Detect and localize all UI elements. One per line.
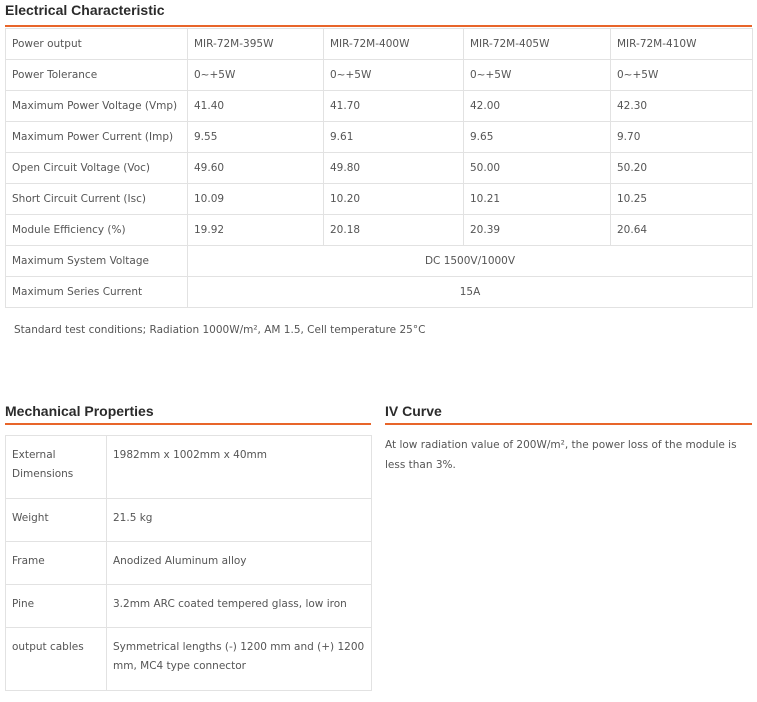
cell-value: 21.5 kg: [107, 499, 372, 542]
cell-value: MIR-72M-400W: [324, 29, 464, 60]
test-conditions-note: Standard test conditions; Radiation 1000W/m², AM 1.5, Cell temperature 25°C: [14, 324, 426, 336]
row-label: Module Efficiency (%): [6, 215, 188, 246]
table-row: [6, 436, 372, 499]
cell-value: 0~+5W: [464, 60, 611, 91]
row-label: Pine: [6, 585, 107, 628]
cell-value: 50.00: [464, 153, 611, 184]
electrical-heading: [5, 2, 752, 27]
table-row: [6, 60, 753, 91]
cell-value: 3.2mm ARC coated tempered glass, low iron: [107, 585, 372, 628]
iv-curve-title: IV Curve: [385, 403, 442, 419]
table-row: [6, 277, 753, 308]
table-row: [6, 585, 372, 628]
cell-value: 9.70: [611, 122, 753, 153]
cell-value: Anodized Aluminum alloy: [107, 542, 372, 585]
row-label: Open Circuit Voltage (Voc): [6, 153, 188, 184]
row-label: Maximum Power Current (Imp): [6, 122, 188, 153]
table-row: [6, 499, 372, 542]
iv-curve-text: At low radiation value of 200W/m², the power loss of the module is less than 3%.: [385, 439, 737, 471]
mechanical-heading: [5, 403, 371, 425]
cell-value: 10.21: [464, 184, 611, 215]
cell-value: Symmetrical lengths (-) 1200 mm and (+) 1200 mm, MC4 type connector: [107, 628, 372, 691]
cell-value: 42.30: [611, 91, 753, 122]
cell-value: 15A: [188, 277, 753, 308]
cell-value: MIR-72M-405W: [464, 29, 611, 60]
cell-value: 50.20: [611, 153, 753, 184]
cell-value: 41.70: [324, 91, 464, 122]
table-row: [6, 246, 753, 277]
table-row: [6, 153, 753, 184]
electrical-table: [5, 28, 753, 308]
table-row: [6, 215, 753, 246]
row-label: Power Tolerance: [6, 60, 188, 91]
table-row: [6, 29, 753, 60]
row-label: Short Circuit Current (Isc): [6, 184, 188, 215]
cell-value: 49.60: [188, 153, 324, 184]
cell-value: MIR-72M-395W: [188, 29, 324, 60]
table-row: [6, 91, 753, 122]
table-row: [6, 628, 372, 691]
cell-value: 1982mm x 1002mm x 40mm: [107, 436, 372, 499]
row-label: Maximum Power Voltage (Vmp): [6, 91, 188, 122]
electrical-title: Electrical Characteristic: [5, 2, 165, 18]
mechanical-table: [5, 435, 372, 691]
cell-value: 20.18: [324, 215, 464, 246]
mechanical-title: Mechanical Properties: [5, 403, 154, 419]
cell-value: 49.80: [324, 153, 464, 184]
cell-value: 0~+5W: [611, 60, 753, 91]
cell-value: 0~+5W: [324, 60, 464, 91]
cell-value: 10.20: [324, 184, 464, 215]
cell-value: 41.40: [188, 91, 324, 122]
cell-value: 42.00: [464, 91, 611, 122]
iv-curve-heading: [385, 403, 752, 425]
cell-value: 19.92: [188, 215, 324, 246]
cell-value: 20.64: [611, 215, 753, 246]
table-row: [6, 122, 753, 153]
cell-value: 9.55: [188, 122, 324, 153]
cell-value: 10.25: [611, 184, 753, 215]
cell-value: 9.65: [464, 122, 611, 153]
cell-value: 10.09: [188, 184, 324, 215]
row-label: Maximum System Voltage: [6, 246, 188, 277]
cell-value: 0~+5W: [188, 60, 324, 91]
cell-value: MIR-72M-410W: [611, 29, 753, 60]
table-row: [6, 542, 372, 585]
row-label: External Dimensions: [6, 436, 107, 499]
row-label: Power output: [6, 29, 188, 60]
row-label: output cables: [6, 628, 107, 691]
table-row: [6, 184, 753, 215]
row-label: Maximum Series Current: [6, 277, 188, 308]
row-label: Frame: [6, 542, 107, 585]
cell-value: DC 1500V/1000V: [188, 246, 753, 277]
row-label: Weight: [6, 499, 107, 542]
cell-value: 20.39: [464, 215, 611, 246]
cell-value: 9.61: [324, 122, 464, 153]
